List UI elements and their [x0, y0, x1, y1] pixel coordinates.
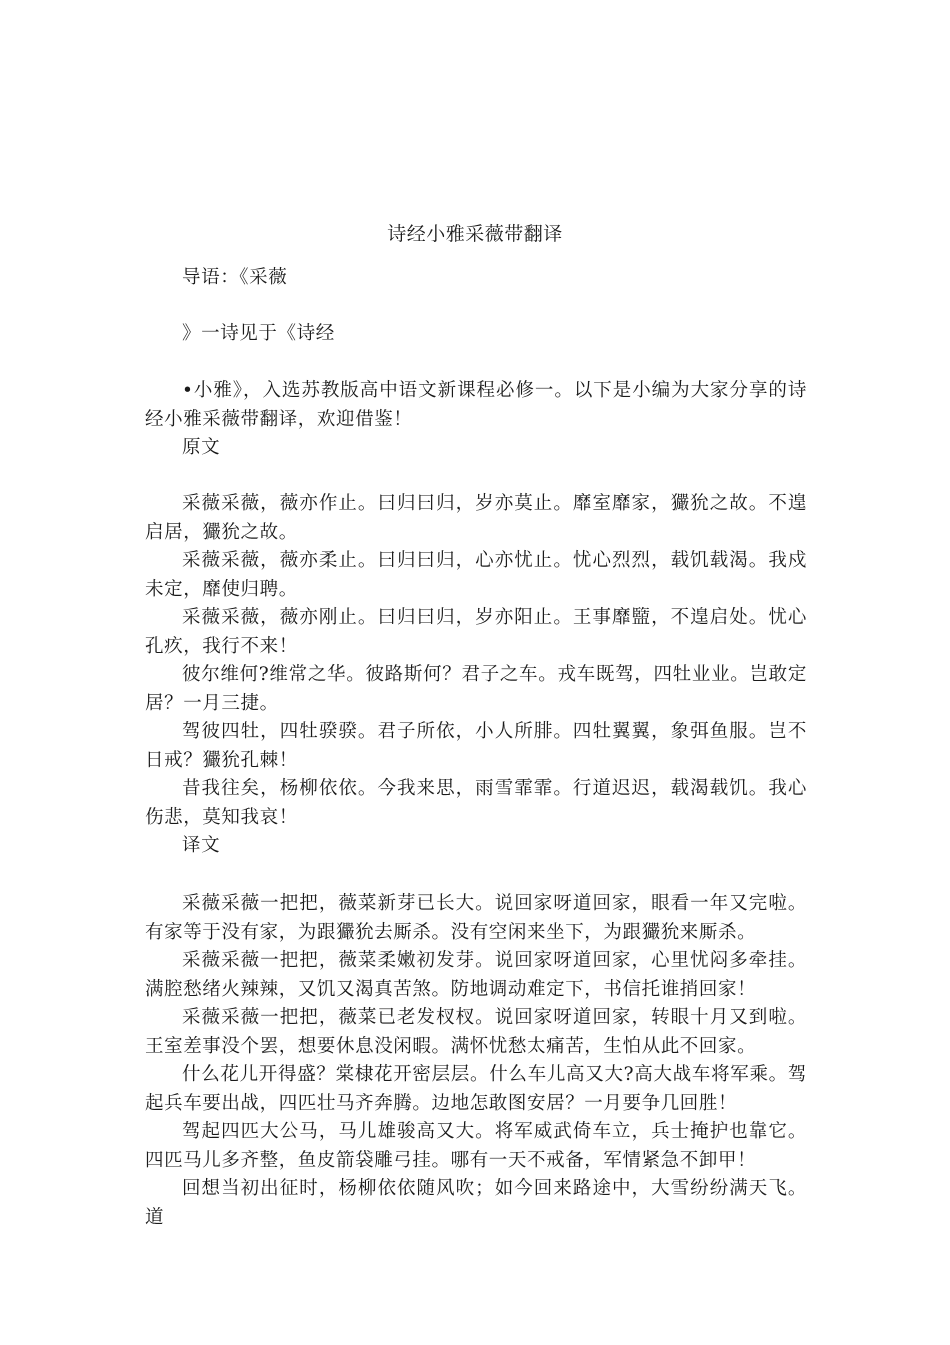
intro-text-2: 》一诗见于《诗经 — [182, 323, 335, 344]
translation-stanza: 什么花儿开得盛？棠棣花开密层层。什么车儿高又大?高大战车将军乘。驾起兵车要出战，四匹壮马齐奔腾。边地怎敢图安居？一月要争几回胜！ — [145, 1064, 807, 1114]
original-stanza: 彼尔维何?维常之华。彼路斯何？君子之车。戎车既驾，四牡业业。岂敢定居？一月三捷。 — [145, 664, 807, 714]
intro-line-1 — [145, 264, 807, 293]
original-stanza: 昔我往矣，杨柳依依。今我来思，雨雪霏霏。行道迟迟，载渴载饥。我心伤悲，莫知我哀！ — [145, 778, 807, 828]
translation-stanza: 驾起四匹大公马，马儿雄骏高又大。将军威武倚车立，兵士掩护也靠它。四匹马儿多齐整，鱼皮箭袋雕弓挂。哪有一天不戒备，军情紧急不卸甲！ — [145, 1121, 807, 1171]
original-stanza: 采薇采薇，薇亦刚止。曰归曰归，岁亦阳止。王事靡盬，不遑启处。忧心孔疚，我行不来！ — [145, 607, 807, 657]
translation-stanza: 采薇采薇一把把，薇菜柔嫩初发芽。说回家呀道回家，心里忧闷多牵挂。满腔愁绪火辣辣，又饥又渴真苦煞。防地调动难定下，书信托谁捎回家！ — [145, 950, 807, 1000]
translation-label: 译文 — [182, 835, 221, 856]
translation-section — [145, 890, 807, 1232]
intro-text-3: •小雅》，入选苏教版高中语文新课程必修一。以下是小编为大家分享的诗经小雅采薇带翻译，欢迎借鉴！ — [145, 380, 807, 430]
translation-stanza: 采薇采薇一把把，薇菜新芽已长大。说回家呀道回家，眼看一年又完啦。有家等于没有家，为跟玁狁去厮杀。没有空闲来坐下，为跟玁狁来厮杀。 — [145, 893, 807, 943]
intro-line-2 — [145, 320, 807, 349]
translation-stanza: 采薇采薇一把把，薇菜已老发杈杈。说回家呀道回家，转眼十月又到啦。王室差事没个罢，想要休息没闲暇。满怀忧愁太痛苦，生怕从此不回家。 — [145, 1007, 807, 1057]
original-stanza: 采薇采薇，薇亦作止。曰归曰归，岁亦莫止。靡室靡家，玁狁之故。不遑启居，玁狁之故。 — [145, 493, 807, 543]
document-title: 诗经小雅采薇带翻译 — [387, 223, 563, 245]
original-stanza: 采薇采薇，薇亦柔止。曰归曰归，心亦忧止。忧心烈烈，载饥载渴。我戍未定，靡使归聘。 — [145, 550, 807, 600]
intro-line-3 — [145, 377, 807, 463]
intro-text-1: 导语：《采薇 — [182, 267, 288, 288]
original-label: 原文 — [182, 437, 221, 458]
original-text-section — [145, 490, 807, 861]
original-stanza: 驾彼四牡，四牡骙骙。君子所依，小人所腓。四牡翼翼，象弭鱼服。岂不日戒？玁狁孔棘！ — [145, 721, 807, 771]
translation-stanza: 回想当初出征时，杨柳依依随风吹；如今回来路途中，大雪纷纷满天飞。道 — [145, 1178, 807, 1228]
